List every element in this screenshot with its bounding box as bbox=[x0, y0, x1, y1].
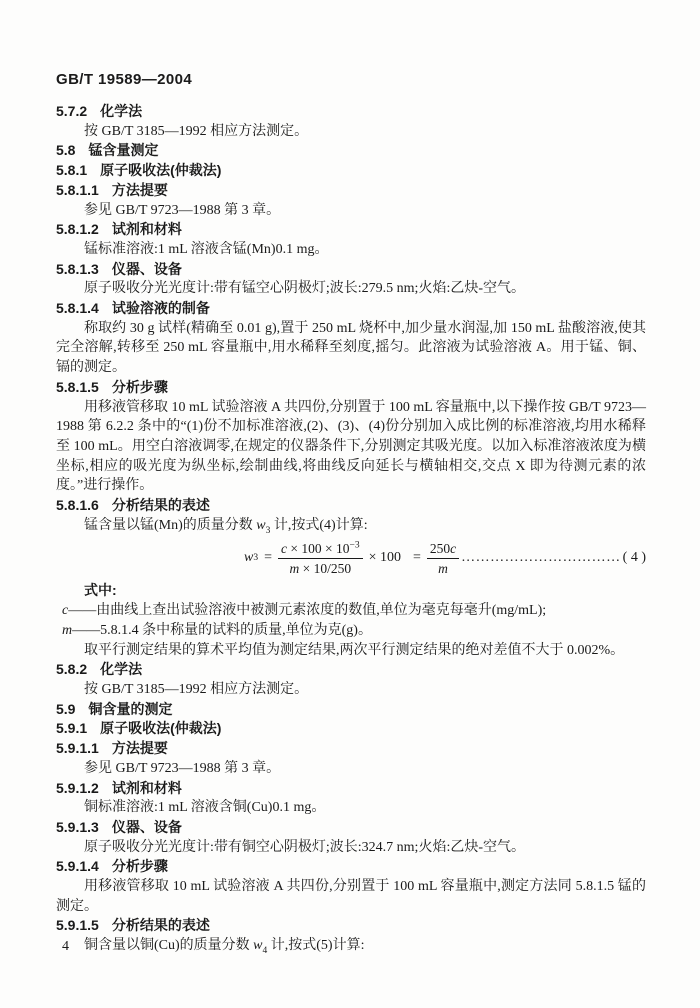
paragraph: 铜标准溶液:1 mL 溶液含铜(Cu)0.1 mg。 bbox=[84, 800, 326, 816]
dot-leader: …………………………… bbox=[461, 550, 621, 566]
paragraph: 用移液管移取 10 mL 试验溶液 A 共四份,分别置于 100 mL 容量瓶中,以下操作按 GB/T 9723—1988 第 6.2.2 条中的“(1)份不加标准溶液,(2)、(3)、(4)份分别加入成比例的标准溶液,均用水稀释至 100 mL。用空白溶液调零,在规定的仪器条件下,分别测定其吸光度。以加入标准溶液浓度为横坐标,相应的吸光度为纵坐标,绘制曲线,将曲线反向延长与横轴相交,交点 X 即为待测元素的浓度。”进行操作。 bbox=[56, 399, 646, 494]
section-heading-5-8-1-2 bbox=[56, 220, 646, 240]
equation-intro-text: 铜含量以铜(Cu)的质量分数 bbox=[84, 938, 254, 954]
section-number: 5.8 bbox=[56, 142, 76, 159]
w-variable: w bbox=[253, 938, 263, 954]
section-heading-5-8-1 bbox=[56, 161, 646, 181]
section-title: 铜含量的测定 bbox=[88, 700, 173, 717]
section-number: 5.8.2 bbox=[56, 661, 88, 678]
times-100: × 100 bbox=[368, 550, 401, 566]
section-number: 5.7.2 bbox=[56, 103, 88, 119]
w-variable: w bbox=[256, 517, 266, 533]
definition-text: 由曲线上查出试验溶液中被测元素浓度的数值,单位为毫克每毫升(mg/mL); bbox=[96, 603, 547, 619]
section-heading-5-9 bbox=[56, 700, 646, 720]
section-title: 方法提要 bbox=[111, 740, 168, 757]
section-number: 5.8.1.4 bbox=[56, 300, 99, 317]
definition-dash: —— bbox=[68, 603, 97, 619]
fraction-1 bbox=[278, 540, 363, 577]
section-title: 试剂和材料 bbox=[111, 779, 182, 796]
equation-4: w 3 = $\frac{c \times 100 \times 10^{-3}}{m \times 10/250}$ × 100 = $\frac{250c}{m}$ …………………………… ( 4 ) bbox=[244, 540, 646, 576]
paragraph: 参见 GB/T 9723—1988 第 3 章。 bbox=[84, 760, 281, 776]
section-title: 锰含量测定 bbox=[88, 142, 159, 159]
paragraph: 按 GB/T 3185—1992 相应方法测定。 bbox=[84, 123, 309, 139]
section-heading-5-9-1-4 bbox=[56, 857, 646, 877]
standard-number-header: GB/T 19589—2004 bbox=[56, 71, 193, 88]
section-number: 5.8.1.2 bbox=[56, 221, 99, 238]
equals-sign-2: = bbox=[413, 550, 421, 566]
section-heading-5-9-1-1 bbox=[56, 739, 646, 759]
section-title: 原子吸收法(仲裁法) bbox=[100, 162, 222, 179]
section-title: 试剂和材料 bbox=[111, 221, 182, 238]
paragraph: 原子吸收分光光度计:带有铜空心阴极灯;波长:324.7 nm;火焰:乙炔-空气。 bbox=[84, 839, 525, 855]
section-title: 原子吸收法(仲裁法) bbox=[100, 720, 222, 737]
section-heading-5-8-1-3 bbox=[56, 260, 646, 280]
paragraph: 参见 GB/T 9723—1988 第 3 章。 bbox=[84, 202, 281, 218]
c-variable: c bbox=[62, 603, 69, 619]
paragraph bbox=[56, 936, 646, 956]
page-number: 4 bbox=[62, 939, 69, 954]
w-subscript: 4 bbox=[262, 945, 268, 956]
equation-lhs-variable: w bbox=[244, 550, 254, 566]
section-heading-5-7-2 bbox=[56, 102, 646, 122]
numerator-factors: × 100 × 10 bbox=[287, 540, 350, 556]
section-heading-5-8-1-6 bbox=[56, 496, 646, 516]
paragraph: 称取约 30 g 试样(精确至 0.01 g),置于 250 mL 烧杯中,加少量水润湿,加 150 mL 盐酸溶液,使其完全溶解,转移至 250 mL 容量瓶中,用水稀释至刻度,摇匀。此溶液为试验溶液 A。用于锰、铜、镉的测定。 bbox=[56, 320, 646, 376]
section-heading-5-8-2 bbox=[56, 660, 646, 680]
section-number: 5.8.1.1 bbox=[56, 181, 99, 198]
equals-sign: = bbox=[264, 550, 272, 566]
where-label: 式中: bbox=[84, 582, 117, 599]
fraction-2-numerator bbox=[427, 540, 459, 559]
exponent: −3 bbox=[349, 540, 360, 551]
equation-intro-text: 锰含量以锰(Mn)的质量分数 bbox=[84, 517, 257, 533]
section-title: 分析步骤 bbox=[111, 378, 168, 395]
fraction-2 bbox=[427, 540, 459, 577]
section-heading-5-9-1-2 bbox=[56, 779, 646, 799]
section-title: 试验溶液的制备 bbox=[111, 300, 210, 317]
equation-number: ( 4 ) bbox=[622, 550, 646, 566]
section-title: 分析结果的表述 bbox=[111, 917, 210, 934]
section-number: 5.9 bbox=[56, 700, 76, 717]
section-title: 仪器、设备 bbox=[111, 818, 182, 835]
section-title: 分析结果的表述 bbox=[111, 497, 210, 514]
paragraph bbox=[56, 516, 646, 536]
equation-intro-tail: 计,按式(5)计算: bbox=[267, 938, 365, 954]
section-title: 分析步骤 bbox=[111, 858, 168, 875]
paragraph: 按 GB/T 3185—1992 相应方法测定。 bbox=[84, 681, 309, 697]
c-variable: c bbox=[281, 540, 287, 556]
section-number: 5.8.1 bbox=[56, 162, 88, 179]
document-body bbox=[56, 102, 646, 956]
section-heading-5-9-1-3 bbox=[56, 818, 646, 838]
c-variable: c bbox=[450, 540, 457, 556]
fraction-1-numerator bbox=[278, 540, 363, 559]
section-title: 方法提要 bbox=[111, 181, 168, 198]
definition-dash: —— bbox=[72, 622, 101, 638]
section-number: 5.9.1.5 bbox=[56, 917, 99, 934]
symbol-definition-c bbox=[56, 601, 646, 621]
paragraph: 取平行测定结果的算术平均值为测定结果,两次平行测定结果的绝对差值不大于 0.002%。 bbox=[84, 642, 625, 658]
denominator-factors: × 10/250 bbox=[299, 560, 352, 576]
definition-text: 5.8.1.4 条中称量的试料的质量,单位为克(g)。 bbox=[100, 622, 372, 638]
coefficient: 250 bbox=[429, 540, 451, 556]
section-number: 5.8.1.5 bbox=[56, 378, 99, 395]
paragraph: 锰标准溶液:1 mL 溶液含锰(Mn)0.1 mg。 bbox=[84, 241, 329, 257]
paragraph: 原子吸收分光光度计:带有锰空心阴极灯;波长:279.5 nm;火焰:乙炔-空气。 bbox=[84, 281, 525, 297]
m-variable: m bbox=[62, 622, 73, 638]
section-heading-5-8 bbox=[56, 141, 646, 161]
section-title: 仪器、设备 bbox=[111, 260, 182, 277]
section-heading-5-8-1-4 bbox=[56, 299, 646, 319]
fraction-1-denominator bbox=[289, 559, 351, 577]
section-title: 化学法 bbox=[100, 103, 143, 119]
section-heading-5-8-1-5 bbox=[56, 378, 646, 398]
equation-intro-tail: 计,按式(4)计算: bbox=[270, 517, 368, 533]
section-heading-5-9-1-5 bbox=[56, 916, 646, 936]
section-number: 5.8.1.6 bbox=[56, 497, 99, 514]
section-number: 5.9.1.4 bbox=[56, 858, 99, 875]
section-number: 5.9.1.3 bbox=[56, 818, 99, 835]
section-heading-5-8-1-1 bbox=[56, 181, 646, 201]
w-subscript: 3 bbox=[265, 525, 271, 536]
m-variable: m bbox=[289, 560, 300, 576]
section-title: 化学法 bbox=[100, 661, 143, 678]
section-number: 5.8.1.3 bbox=[56, 260, 99, 277]
section-number: 5.9.1 bbox=[56, 720, 88, 737]
section-heading-5-9-1 bbox=[56, 719, 646, 739]
fraction-2-denominator: m bbox=[438, 560, 448, 576]
section-number: 5.9.1.2 bbox=[56, 779, 99, 796]
section-number: 5.9.1.1 bbox=[56, 740, 99, 757]
paragraph: 用移液管移取 10 mL 试验溶液 A 共四份,分别置于 100 mL 容量瓶中,测定方法同 5.8.1.5 锰的测定。 bbox=[56, 879, 646, 914]
symbol-definition-m bbox=[56, 621, 646, 641]
